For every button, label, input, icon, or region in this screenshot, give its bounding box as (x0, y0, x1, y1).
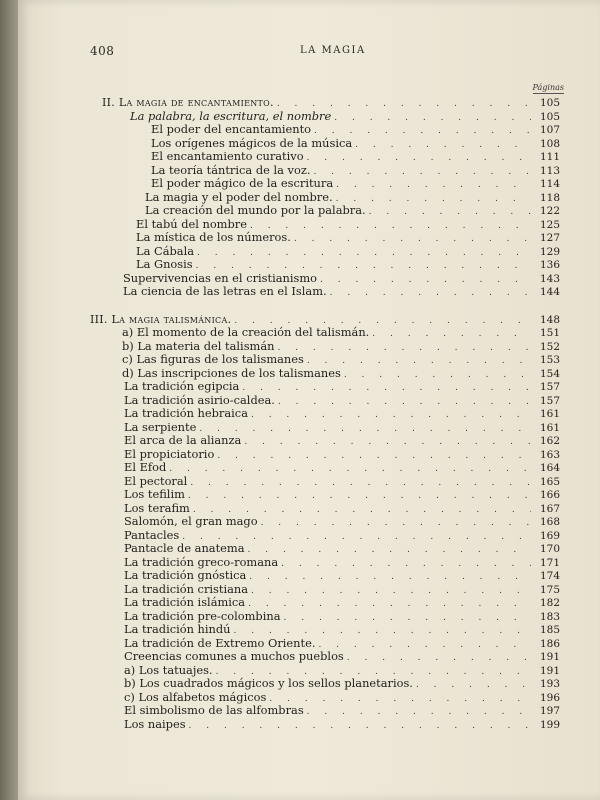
toc-label: La serpiente (124, 419, 197, 434)
toc-label: Pantacles (124, 527, 180, 542)
toc-entry (90, 245, 560, 259)
toc-label: a) El momento de la creación del talismán. (122, 325, 370, 339)
toc-label: a) Los tatuajes. (124, 662, 213, 677)
toc-entry (90, 664, 560, 678)
toc-label: El encantamiento curativo (151, 149, 304, 163)
toc-label: La tradición gnóstica (124, 568, 247, 582)
toc-page: 143 (539, 272, 560, 285)
toc-label: La tradición egipcia (124, 379, 240, 393)
leader-dots (281, 558, 531, 572)
toc-entry (90, 691, 560, 705)
book-spine (0, 0, 18, 800)
toc-entry (90, 407, 560, 421)
leader-dots (320, 274, 531, 288)
leader-dots (188, 490, 531, 504)
toc-label: Los tefilim (124, 487, 185, 501)
toc-page: 175 (539, 583, 560, 596)
toc-entry (90, 623, 560, 637)
toc-entry (90, 596, 560, 610)
leader-dots (249, 571, 531, 585)
toc-label: La tradición greco-romana (124, 554, 279, 569)
leader-dots (318, 639, 531, 653)
leader-dots (372, 328, 531, 342)
leader-dots (307, 706, 531, 720)
toc-entry (90, 610, 560, 624)
toc-label: El pectoral (124, 473, 188, 488)
toc-page: 186 (539, 637, 560, 650)
toc-label: El arca de la alianza (124, 433, 242, 447)
section-title: III. La magia talismánica. (90, 312, 232, 326)
leader-dots (330, 287, 531, 301)
toc-label: La Gnosis (136, 257, 193, 271)
toc-page: 168 (539, 516, 560, 528)
toc-page: 182 (539, 597, 560, 609)
toc-label: Los orígenes mágicos de la música (151, 135, 353, 150)
toc-entry (90, 461, 560, 475)
toc-label: c) Los alfabetos mágicos (124, 689, 267, 704)
toc-label: La tradición pre-colombina (124, 608, 281, 623)
toc-entry (90, 218, 560, 232)
toc-entry (90, 204, 560, 218)
toc-page: 166 (539, 489, 560, 501)
toc-page: 191 (539, 664, 560, 677)
toc-page: 108 (539, 137, 560, 150)
toc-entry (90, 150, 560, 164)
toc-label: b) La materia del talismán (122, 338, 275, 353)
toc-label: El tabú del nombre (136, 216, 247, 231)
toc-page: 153 (539, 354, 560, 366)
leader-dots (416, 679, 531, 693)
toc-entry (90, 231, 560, 245)
toc-entry (90, 258, 560, 272)
toc-entry (90, 421, 560, 435)
toc-page: 157 (539, 381, 560, 393)
toc-page: 163 (539, 448, 560, 461)
toc-label: b) Los cuadrados mágicos y los sellos planetarios. (124, 676, 413, 690)
toc-page: 196 (539, 691, 560, 704)
toc-entry (90, 704, 560, 718)
toc-page: 111 (539, 151, 560, 163)
toc-page: 125 (539, 218, 560, 231)
toc-page: 193 (539, 678, 560, 690)
toc-entry (90, 475, 560, 489)
toc-label: La creación del mundo por la palabra. (145, 203, 366, 217)
leader-dots (355, 139, 531, 153)
toc-page: 129 (539, 245, 560, 258)
book-page (18, 0, 600, 800)
toc-page: 167 (539, 502, 560, 515)
toc-entry (90, 583, 560, 597)
leader-dots (284, 612, 532, 626)
leader-dots (261, 517, 531, 531)
toc-page: 113 (539, 164, 560, 177)
toc-label: La mística de los números. (136, 230, 291, 244)
running-title: LA MAGIA (300, 45, 366, 56)
toc-page: 127 (539, 232, 560, 244)
toc-label: La magia y el poder del nombre. (145, 189, 333, 204)
leader-dots (190, 477, 531, 491)
toc-label: Salomón, el gran mago (124, 514, 258, 528)
section-heading (90, 96, 560, 110)
toc-label: La tradición islámica (124, 595, 246, 609)
toc-page: 154 (539, 367, 560, 380)
toc-entry (90, 718, 560, 732)
toc-entry (90, 123, 560, 137)
leader-dots (369, 206, 531, 220)
toc-page: 122 (539, 205, 560, 217)
toc-entry (90, 637, 560, 651)
page-number: 408 (90, 44, 115, 58)
toc-page: 164 (539, 462, 560, 474)
toc-page: 199 (539, 718, 560, 731)
toc-entry (90, 340, 560, 354)
toc-page: 169 (539, 529, 560, 542)
toc-page: 157 (539, 394, 560, 407)
toc-label: La tradición hindú (124, 622, 231, 636)
leader-dots (169, 463, 531, 477)
toc-page: 114 (539, 178, 560, 190)
leader-dots (277, 342, 531, 356)
toc-page: 136 (539, 259, 560, 271)
toc-entry (90, 326, 560, 340)
leader-dots (248, 598, 531, 612)
toc-entry (90, 394, 560, 408)
toc-page: 171 (539, 556, 560, 569)
toc-label: Los terafim (124, 500, 190, 515)
section-title: II. La magia de encantamiento. (102, 96, 274, 109)
leader-dots (313, 166, 531, 180)
toc-label: Creencias comunes a muchos pueblos (124, 649, 344, 663)
leader-dots (197, 247, 531, 261)
running-header (18, 44, 600, 64)
leader-dots (217, 450, 531, 464)
toc-page: 191 (539, 651, 560, 663)
toc-label: Supervivencias en el cristianismo (123, 270, 317, 285)
toc-page: 148 (539, 313, 560, 326)
toc-label: d) Las inscripciones de los talismanes (122, 365, 341, 380)
toc-entry (90, 569, 560, 583)
toc-entry (90, 650, 560, 664)
toc-page: 165 (539, 475, 560, 488)
toc-page: 185 (539, 624, 560, 636)
toc-page: 197 (539, 705, 560, 717)
toc-entry (90, 285, 560, 299)
toc-entry (90, 177, 560, 191)
toc-entry (90, 164, 560, 178)
toc-page: 183 (539, 610, 560, 623)
leader-dots (199, 423, 531, 437)
toc-entry (90, 529, 560, 543)
toc-label: La ciencia de las letras en el Islam. (123, 284, 327, 298)
toc-page: 174 (539, 570, 560, 582)
leader-dots (251, 585, 531, 599)
toc-page: 170 (539, 543, 560, 555)
toc-page: 118 (539, 191, 560, 204)
toc-entry (90, 380, 560, 394)
leader-dots (189, 720, 531, 734)
toc-entry (90, 502, 560, 516)
leader-dots (347, 652, 531, 666)
toc-page: 161 (539, 408, 560, 420)
toc-page: 151 (539, 327, 560, 339)
toc-label: El Efod (124, 460, 167, 474)
leader-dots (248, 544, 531, 558)
toc-label: La tradición asirio-caldea. (124, 392, 275, 407)
toc-entry (90, 272, 560, 286)
leader-dots (269, 693, 531, 707)
leader-dots (251, 409, 531, 423)
toc-subheading (90, 110, 560, 124)
toc-page: 144 (539, 286, 560, 298)
toc-label: El poder mágico de la escritura (151, 176, 334, 190)
toc-label: Pantacle de anatema (124, 541, 245, 555)
leader-dots (244, 436, 531, 450)
toc-entry (90, 448, 560, 462)
toc-label: La tradición hebraica (124, 406, 248, 420)
toc-entry (90, 677, 560, 691)
leader-dots (334, 112, 531, 126)
toc-entry (90, 191, 560, 205)
toc-label: La teoría tántrica de la voz. (151, 162, 311, 177)
leader-dots (344, 369, 531, 383)
section-heading (90, 313, 560, 327)
toc-entry (90, 137, 560, 151)
toc-label: La tradición cristiana (124, 581, 249, 596)
toc-label: c) Las figuras de los talismanes (122, 352, 304, 366)
leader-dots (242, 382, 531, 396)
toc-entry (90, 556, 560, 570)
toc-page: 105 (539, 97, 560, 109)
toc-page: 152 (539, 340, 560, 353)
leader-dots (336, 179, 531, 193)
toc-label: Los naipes (124, 716, 186, 731)
toc-page: 107 (539, 124, 560, 136)
toc-page: 105 (539, 110, 560, 123)
toc-page: 161 (539, 421, 560, 434)
toc-label: La Cábala (136, 243, 194, 258)
toc-label: El simbolismo de las alfombras (124, 703, 304, 717)
toc-page: 162 (539, 435, 560, 447)
leader-dots (294, 233, 531, 247)
toc-entry (90, 434, 560, 448)
leader-dots (307, 152, 531, 166)
toc-label: El propiciatorio (124, 446, 215, 461)
toc-entry (90, 515, 560, 529)
toc-label: La palabra, la escritura, el nombre (130, 108, 332, 123)
column-heading-pages: Páginas (532, 83, 564, 92)
toc-entry (90, 367, 560, 381)
leader-dots (278, 396, 531, 410)
table-of-contents (90, 96, 560, 731)
toc-label: El poder del encantamiento (151, 122, 312, 136)
toc-entry (90, 542, 560, 556)
toc-entry (90, 488, 560, 502)
leader-dots (250, 220, 531, 234)
toc-entry (90, 353, 560, 367)
toc-label: La tradición de Extremo Oriente. (124, 635, 316, 650)
